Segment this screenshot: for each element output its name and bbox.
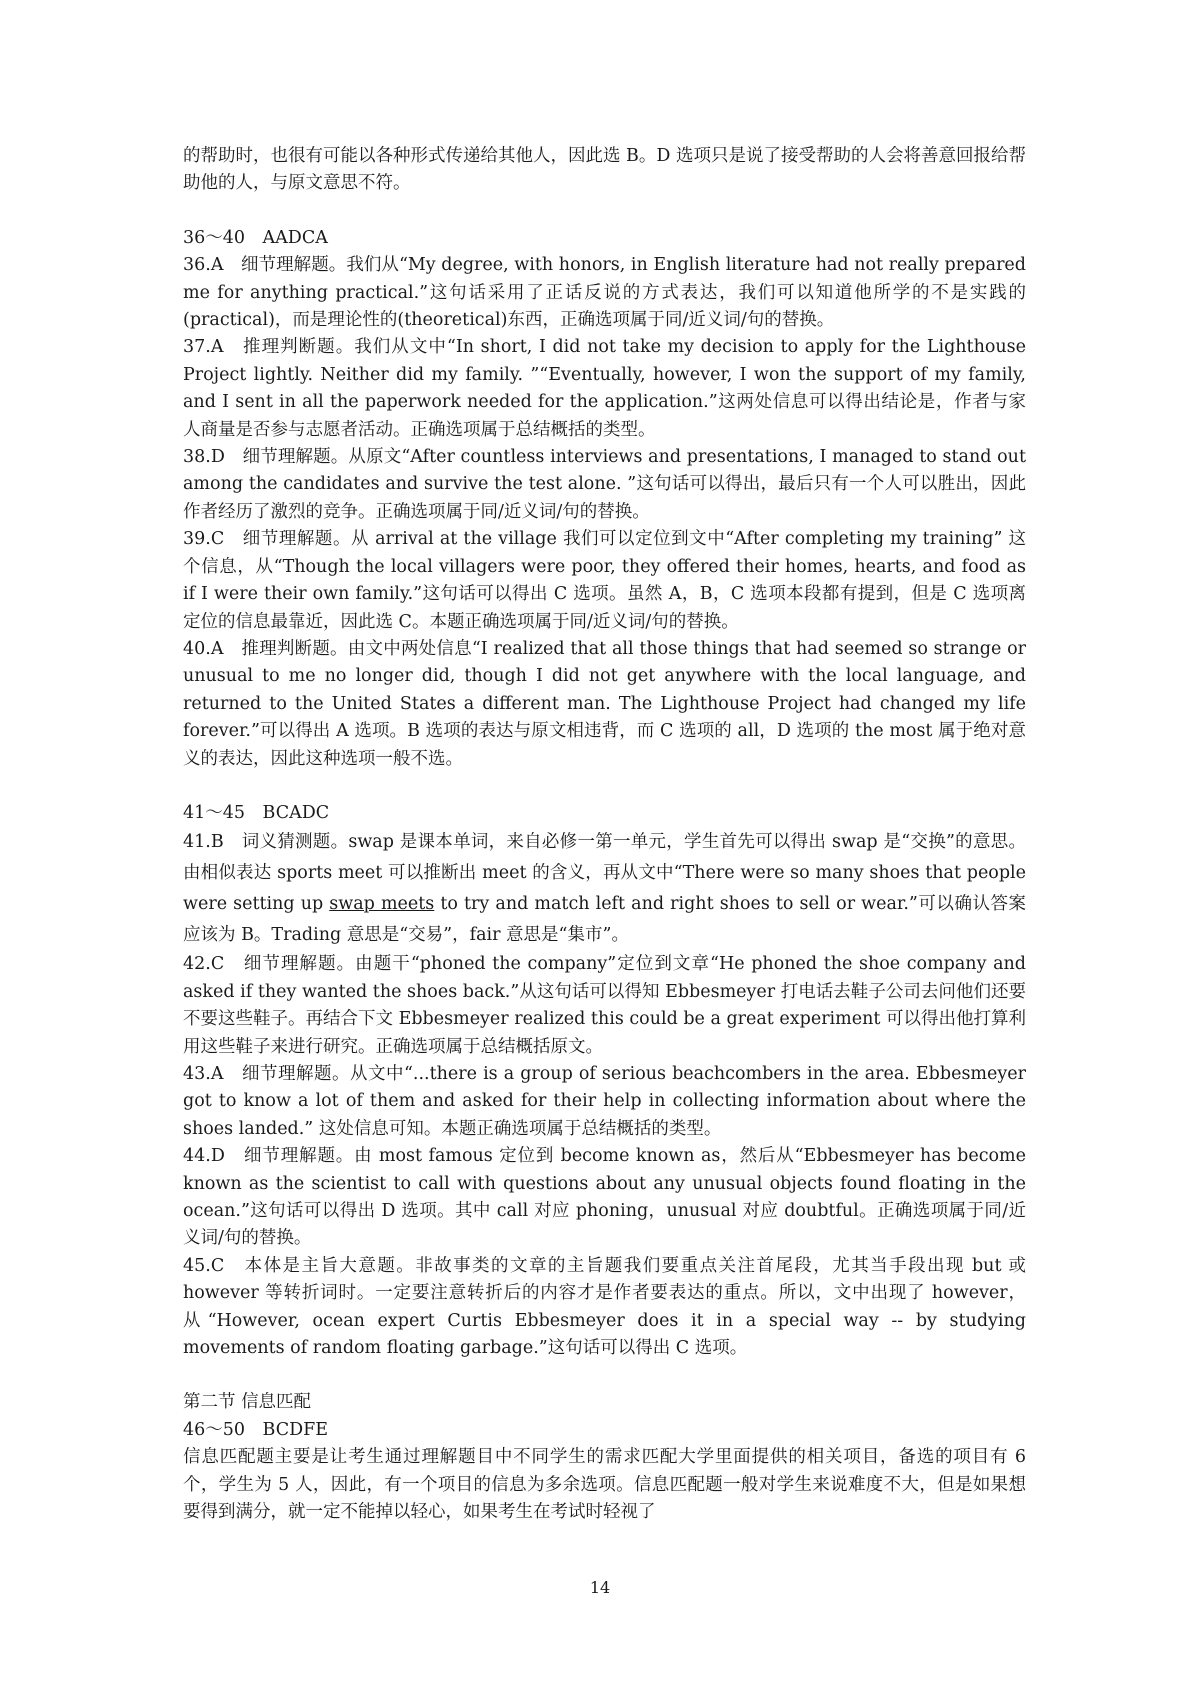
answer-group-header-46-50: 46～50 BCDFE	[183, 1419, 329, 1440]
explanation-39: 39.C 细节理解题。从 arrival at the village 我们可以定位到文中“After completing my training” 这个信息，从“Though the local villagers were poor, they offered their homes, hearts, and food as if I were their own family.”这句话可以得出 C 选项。虽然 A，B，C 选项本段都有提到，但是 C 选项离定位的信息最靠近，因此选 C。本题正确选项属于同/近义词/句的替换。	[183, 529, 1026, 632]
spacer	[183, 773, 1026, 800]
page-number: 14	[589, 1578, 611, 1597]
explanation-41-text-before: 41.B 词义猜测题。swap 是课本单词，来自必修一第一单元，学生首先可以得出 swap 是“交换”的意思。由相似表达 sports meet 可以推断出 meet 的含义，再从文中“There were so many shoes that people were setting up	[183, 832, 1026, 915]
explanation-43: 43.A 细节理解题。从文中“...there is a group of serious beachcombers in the area. Ebbesmeyer got to know a lot of them and asked for their help in collecting information about where the shoes landed.” 这处信息可知。本题正确选项属于总结概括的类型。	[183, 1063, 1026, 1139]
answer-group-header-41-45: 41～45 BCADC	[183, 802, 330, 823]
explanation-38: 38.D 细节理解题。从原文“After countless interviews and presentations, I managed to stand out among the candidates and survive the test alone. ”这句话可以得出，最后只有一个人可以胜出，因此作者经历了激烈的竞争。正确选项属于同/近义词/句的替换。	[183, 447, 1026, 522]
section-paragraph: 信息匹配题主要是让考生通过理解题目中不同学生的需求匹配大学里面提供的相关项目，备选的项目有 6 个，学生为 5 人，因此，有一个项目的信息为多余选项。信息匹配题一般对学生来说难度不大，但是如果想要得到满分，就一定不能掉以轻心，如果考生在考试时轻视了	[183, 1447, 1026, 1523]
spacer	[183, 198, 1026, 225]
explanation-40: 40.A 推理判断题。由文中两处信息“I realized that all those things that had seemed so strange or unusual to me no longer did, though I did not get anywhere with the local language, and returned to the United States a different man. The Lighthouse Project had changed my life forever.”可以得出 A 选项。B 选项的表达与原文相违背，而 C 选项的 all，D 选项的 the most 属于绝对意义的表达，因此这种选项一般不选。	[183, 638, 1026, 769]
section-title: 第二节 信息匹配	[183, 1392, 312, 1413]
explanation-41	[183, 827, 1026, 951]
explanation-44: 44.D 细节理解题。由 most famous 定位到 become known as，然后从“Ebbesmeyer has become known as the scientist to call with questions about any unusual objects found floating in the ocean.”这句话可以得出 D 选项。其中 call 对应 phoning，unusual 对应 doubtful。正确选项属于同/近义词/句的替换。	[183, 1146, 1026, 1249]
answer-group-header-36-40: 36～40 AADCA	[183, 227, 328, 248]
explanation-36: 36.A 细节理解题。我们从“My degree, with honors, in English literature had not really prepared me for anything practical.”这句话采用了正话反说的方式表达，我们可以知道他所学的不是实践的(practical)，而是理论性的(theoretical)东西，正确选项属于同/近义词/句的替换。	[183, 255, 1026, 331]
intro-paragraph: 的帮助时，也很有可能以各种形式传递给其他人，因此选 B。D 选项只是说了接受帮助的人会将善意回报给帮助他的人，与原文意思不符。	[183, 146, 1027, 194]
underlined-phrase: swap meets	[329, 894, 435, 915]
explanation-42: 42.C 细节理解题。由题干“phoned the company”定位到文章“He phoned the shoe company and asked if they wanted the shoes back.”从这句话可以得知 Ebbesmeyer 打电话去鞋子公司去问他们还要不要这些鞋子。再结合下文 Ebbesmeyer realized this could be a great experiment 可以得出他打算利用这些鞋子来进行研究。正确选项属于总结概括原文。	[183, 954, 1026, 1057]
explanation-45: 45.C 本体是主旨大意题。非故事类的文章的主旨题我们要重点关注首尾段，尤其当手段出现 but 或 however 等转折词时。一定要注意转折后的内容才是作者要表达的重点。所以，文中出现了 however，从“However, ocean expert Curtis Ebbesmeyer does it in a special way -- by studying movements of random floating garbage.”这句话可以得出 C 选项。	[183, 1255, 1026, 1359]
explanation-41-text-after: to try and match left and right shoes to sell or wear.”可以确认答案应该为 B。Trading 意思是“交易”，fair 意思是“集市”。	[183, 894, 1027, 946]
page-content	[183, 143, 1026, 1526]
spacer	[183, 1362, 1026, 1389]
explanation-37: 37.A 推理判断题。我们从文中“In short, I did not take my decision to apply for the Lighthouse Project lightly. Neither did my family. ”“Eventually, however, I won the support of my family, and I sent in all the paperwork needed for the application.”这两处信息可以得出结论是，作者与家人商量是否参与志愿者活动。正确选项属于总结概括的类型。	[183, 337, 1026, 440]
